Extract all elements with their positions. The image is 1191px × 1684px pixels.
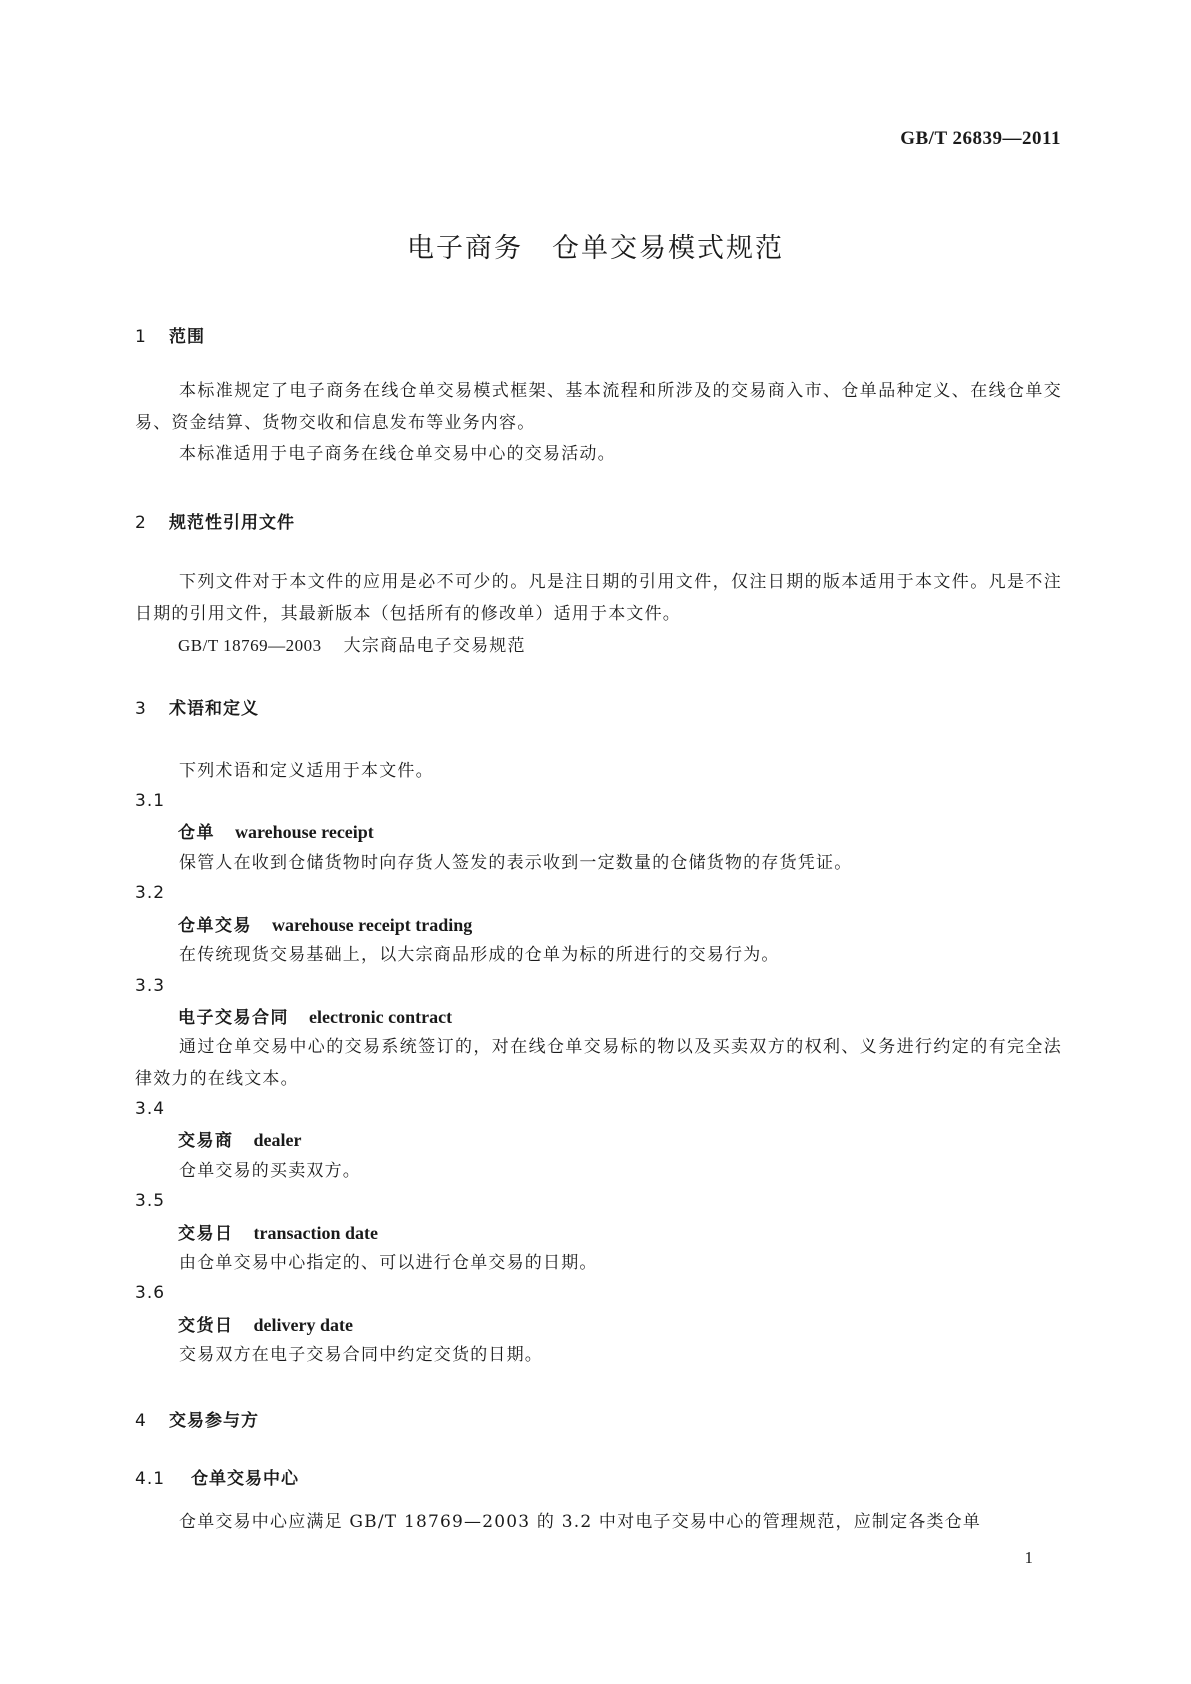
- section-title: 规范性引用文件: [169, 513, 295, 533]
- term-name: [178, 1219, 378, 1244]
- term-name-zh: 仓单交易: [178, 916, 252, 936]
- term-name: [178, 1126, 301, 1151]
- term-name-en: electronic contract: [309, 1007, 453, 1027]
- section-title: 范围: [169, 327, 205, 347]
- document-title: 电子商务 仓单交易模式规范: [407, 233, 784, 264]
- subsection-number: 4.1: [135, 1469, 166, 1489]
- term-definition: 保管人在收到仓储货物时向存货人签发的表示收到一定数量的仓储货物的存货凭证。: [179, 853, 853, 873]
- term-name-en: delivery date: [253, 1315, 353, 1335]
- term-name-en: transaction date: [253, 1223, 378, 1243]
- term-number: 3.5: [135, 1191, 166, 1211]
- normative-reference: [178, 631, 526, 656]
- term-definition: 通过仓单交易中心的交易系统签订的，对在线仓单交易标的物以及买卖双方的权利、义务进行约定的有完全法律效力的在线文本。: [135, 1037, 1062, 1089]
- term-name: [178, 1003, 452, 1028]
- term-number: 3.4: [135, 1099, 166, 1119]
- term-name: [178, 911, 472, 936]
- page-number: 1: [1024, 1548, 1033, 1567]
- term-name: [178, 818, 374, 843]
- term-definition: 在传统现货交易基础上，以大宗商品形成的仓单为标的所进行的交易行为。: [179, 945, 780, 965]
- term-definition: 仓单交易的买卖双方。: [179, 1161, 361, 1181]
- term-name-zh: 交货日: [178, 1316, 234, 1336]
- standard-code: GB/T 26839—2011: [900, 128, 1061, 149]
- term-definition: 由仓单交易中心指定的、可以进行仓单交易的日期。: [179, 1253, 598, 1273]
- section-1-paragraph-1: 本标准规定了电子商务在线仓单交易模式框架、基本流程和所涉及的交易商入市、仓单品种定义、在线仓单交易、资金结算、货物交收和信息发布等业务内容。: [135, 381, 1062, 433]
- section-3-intro: 下列术语和定义适用于本文件。: [179, 761, 434, 781]
- term-name-zh: 电子交易合同: [178, 1008, 289, 1028]
- term-name-en: dealer: [253, 1130, 302, 1150]
- section-2-heading: [135, 508, 295, 533]
- section-number: 2: [135, 513, 147, 533]
- term-number: 3.2: [135, 883, 166, 903]
- section-4-heading: [135, 1406, 259, 1431]
- term-number: 3.1: [135, 791, 166, 811]
- section-2-paragraph-1: 下列文件对于本文件的应用是必不可少的。凡是注日期的引用文件，仅注日期的版本适用于本文件。凡是不注日期的引用文件，其最新版本（包括所有的修改单）适用于本文件。: [135, 572, 1062, 624]
- reference-title: 大宗商品电子交易规范: [343, 636, 526, 656]
- term-name-en: warehouse receipt: [235, 822, 374, 842]
- reference-code: GB/T 18769—2003: [178, 636, 322, 655]
- term-number: 3.3: [135, 976, 166, 996]
- term-name-zh: 交易商: [178, 1131, 234, 1151]
- section-1-paragraph-2: 本标准适用于电子商务在线仓单交易中心的交易活动。: [179, 444, 616, 464]
- subsection-title: 仓单交易中心: [191, 1469, 299, 1489]
- section-title: 交易参与方: [169, 1411, 259, 1431]
- subsection-4-1-heading: [135, 1464, 299, 1489]
- subsection-4-1-paragraph: 仓单交易中心应满足 GB/T 18769—2003 的 3.2 中对电子交易中心的管理规范，应制定各类仓单: [179, 1512, 982, 1532]
- term-name-zh: 交易日: [178, 1224, 234, 1244]
- section-number: 3: [135, 699, 147, 719]
- section-number: 4: [135, 1411, 147, 1431]
- section-3-heading: [135, 694, 259, 719]
- section-title: 术语和定义: [169, 699, 259, 719]
- term-name-zh: 仓单: [178, 823, 215, 843]
- term-number: 3.6: [135, 1283, 166, 1303]
- term-name: [178, 1311, 353, 1336]
- section-number: 1: [135, 327, 147, 347]
- term-definition: 交易双方在电子交易合同中约定交货的日期。: [179, 1345, 543, 1365]
- term-name-en: warehouse receipt trading: [272, 915, 473, 935]
- section-1-heading: [135, 322, 205, 347]
